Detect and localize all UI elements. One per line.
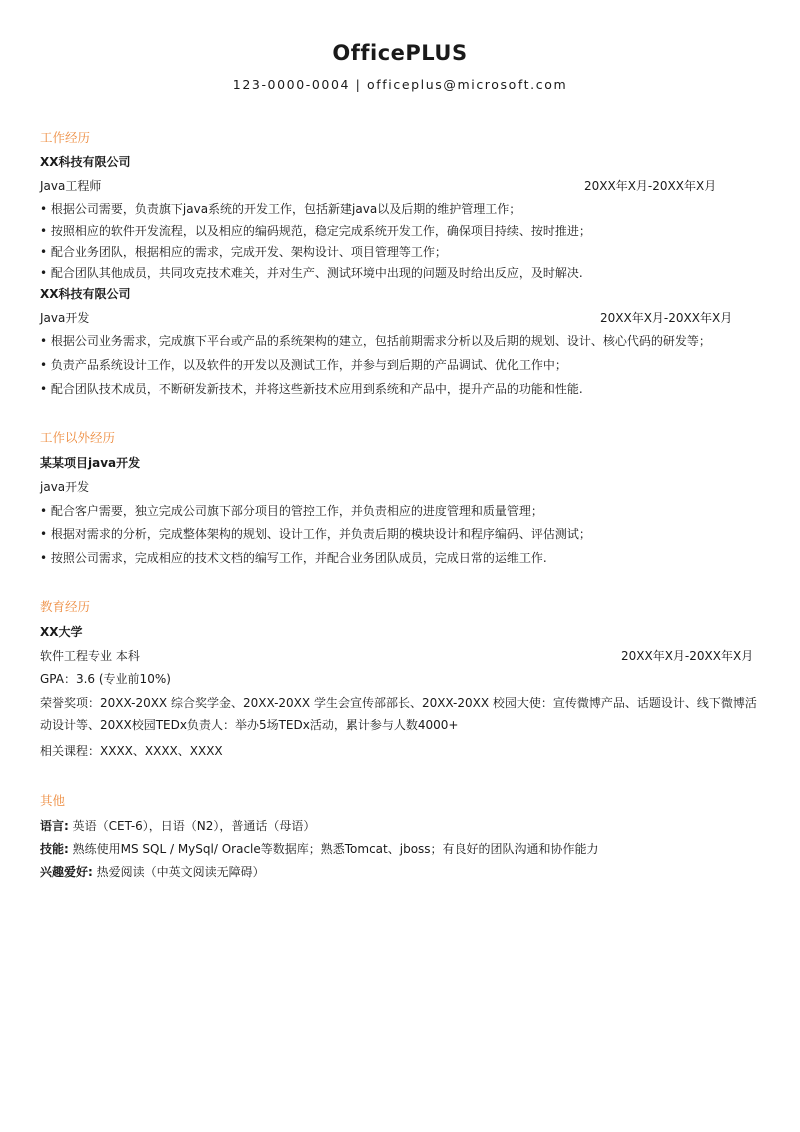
school-name: XX大学 [40, 625, 83, 639]
education-date: 20XX年X月-20XX年X月 [621, 649, 754, 663]
job-date: 20XX年X月-20XX年X月 [600, 311, 733, 325]
skills-label: 技能: [40, 842, 69, 856]
courses: 相关课程：XXXX、XXXX、XXXX [40, 744, 223, 758]
section-title-education: 教育经历 [40, 599, 91, 614]
major: 软件工程专业 本科 [40, 649, 140, 663]
hobby-label: 兴趣爱好: [40, 865, 93, 879]
section-title-other-experience: 工作以外经历 [40, 430, 116, 445]
project-bullet: • 根据对需求的分析，完成整体架构的规划、设计工作，并负责后期的模块设计和程序编码、评估测试； [40, 526, 760, 542]
job-role: Java工程师 [40, 179, 102, 193]
company-name: XX科技有限公司 [40, 287, 131, 301]
job-date: 20XX年X月-20XX年X月 [584, 179, 717, 193]
job-bullet: • 配合团队其他成员，共同攻克技术难关，并对生产、测试环境中出现的问题及时给出反应，及时解决. [40, 265, 760, 281]
language-row [40, 818, 760, 834]
job-bullet: • 配合业务团队，根据相应的需求，完成开发、架构设计、项目管理等工作； [40, 244, 760, 260]
section-title-work: 工作经历 [40, 130, 91, 145]
job-bullet: • 根据公司业务需求，完成旗下平台或产品的系统架构的建立，包括前期需求分析以及后期的规划、设计、核心代码的研发等； [40, 333, 760, 349]
language-value: 英语（CET-6），日语（N2），普通话（母语） [68, 819, 316, 833]
skills-value: 熟练使用MS SQL / MySql/ Oracle等数据库；熟悉Tomcat、jboss；有良好的团队沟通和协作能力 [68, 842, 599, 856]
project-name: 某某项目java开发 [40, 456, 141, 470]
honors: 荣誉奖项：20XX-20XX 综合奖学金、20XX-20XX 学生会宣传部部长、20XX-20XX 校园大使：宣传微博产品、话题设计、线下微博活动设计等、20XX校园TEDx负责人：举办5场TEDx活动，累计参与人数4000+ [40, 696, 757, 732]
contact-info: 123-0000-0004 | officeplus@microsoft.com [232, 77, 568, 92]
job-bullet: • 配合团队技术成员，不断研发新技术，并将这些新技术应用到系统和产品中，提升产品的功能和性能. [40, 381, 760, 397]
candidate-name: OfficePLUS [332, 41, 468, 65]
job-role: Java开发 [40, 311, 90, 325]
job-bullet: • 负责产品系统设计工作，以及软件的开发以及测试工作，并参与到后期的产品调试、优化工作中； [40, 357, 760, 373]
job-bullet: • 按照相应的软件开发流程，以及相应的编码规范，稳定完成系统开发工作，确保项目持续、按时推进； [40, 223, 760, 239]
project-bullet: • 按照公司需求，完成相应的技术文档的编写工作，并配合业务团队成员，完成日常的运维工作. [40, 550, 760, 566]
hobby-row [40, 864, 760, 880]
hobby-value: 热爱阅读（中英文阅读无障碍） [92, 865, 265, 879]
section-title-misc: 其他 [40, 793, 66, 808]
skills-row [40, 841, 760, 857]
project-role: java开发 [40, 480, 90, 494]
job-bullet: • 根据公司需要，负责旗下java系统的开发工作，包括新建java以及后期的维护管理工作； [40, 201, 760, 217]
language-label: 语言: [40, 819, 69, 833]
company-name: XX科技有限公司 [40, 155, 131, 169]
gpa: GPA：3.6 (专业前10%) [40, 672, 171, 686]
resume-header [0, 40, 800, 94]
project-bullet: • 配合客户需要，独立完成公司旗下部分项目的管控工作，并负责相应的进度管理和质量管理； [40, 503, 760, 519]
